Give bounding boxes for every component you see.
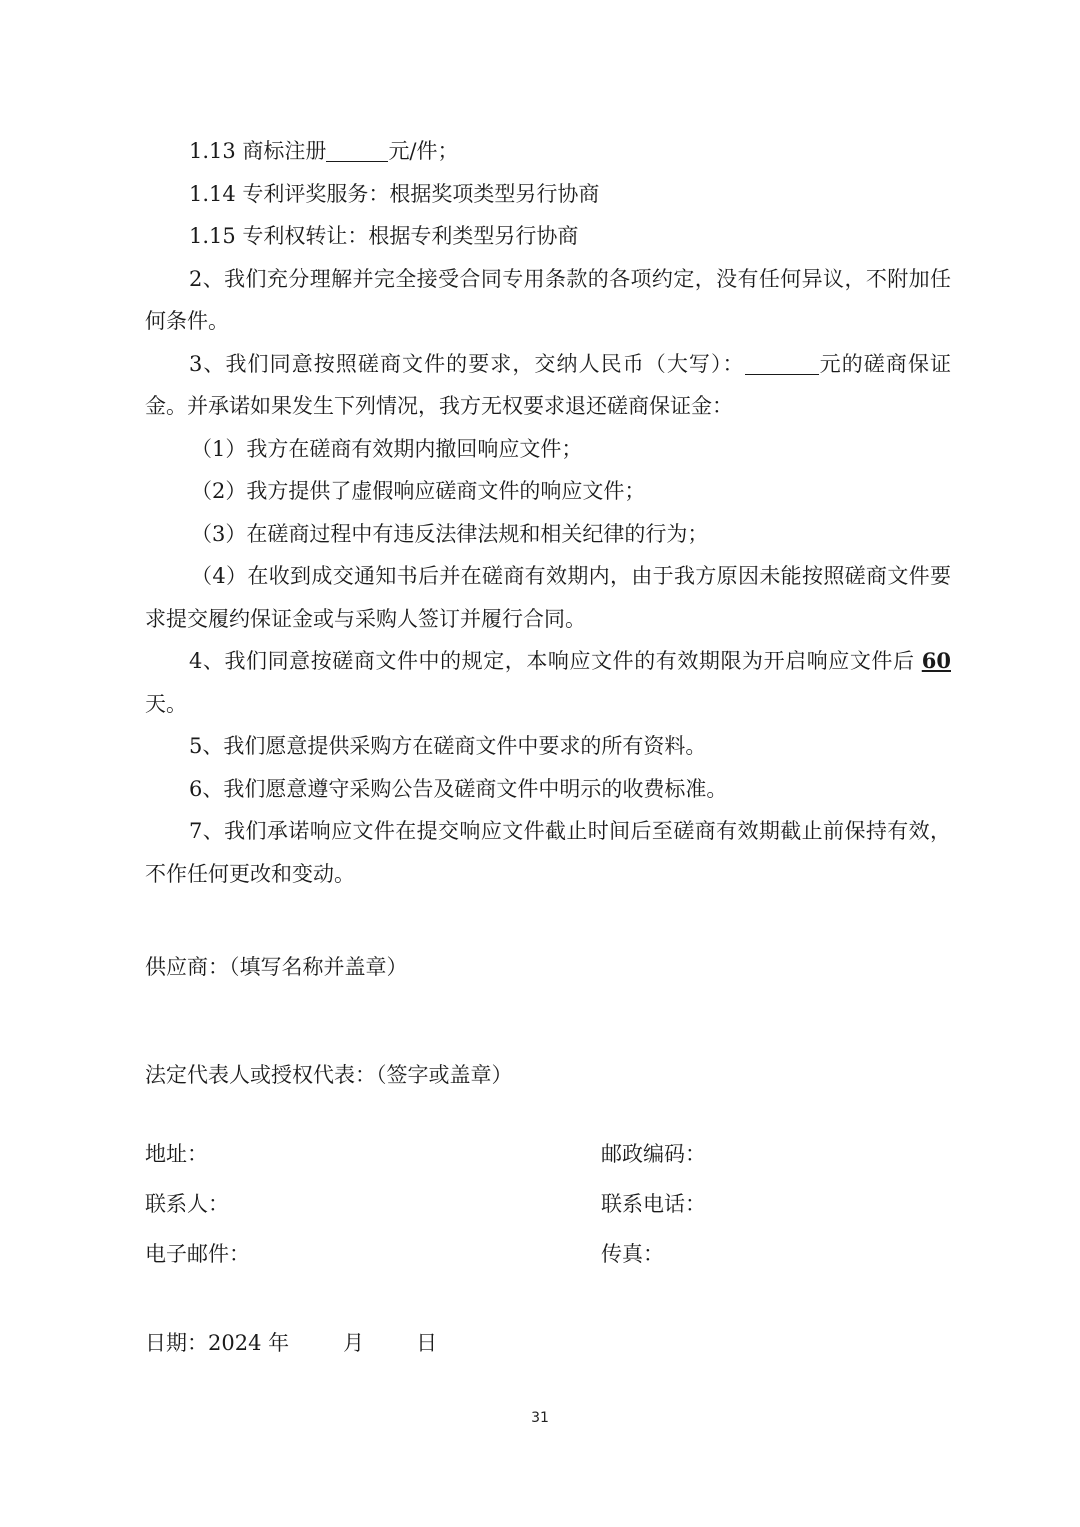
phone-label: 联系电话：	[601, 1192, 706, 1216]
item-1-13-unit: 元/件；	[388, 139, 459, 163]
page-number: 31	[531, 1410, 549, 1426]
clause-3-text: 3、我们同意按照磋商文件的要求，交纳人民币（大写）：	[189, 351, 745, 376]
condition-3: （3）在磋商过程中有违反法律法规和相关纪律的行为；	[191, 521, 709, 546]
postcode-label: 邮政编码：	[601, 1142, 706, 1166]
representative-line: 法定代表人或授权代表：（签字或盖章）	[145, 1063, 513, 1087]
contact-row	[145, 1183, 951, 1233]
clause-3-rest: 元的磋商保证金。并承诺如果发生下列情况，我方无权要求退还磋商保证金：	[145, 351, 952, 418]
clause-3	[145, 343, 951, 428]
condition-1: （1）我方在磋商有效期内撤回响应文件；	[191, 436, 583, 461]
item-1-13-text: 1.13 商标注册	[189, 139, 327, 163]
email-label: 电子邮件：	[145, 1242, 250, 1266]
condition-4: （4）在收到成交通知书后并在磋商有效期内，由于我方原因未能按照磋商文件要求提交履约保证金或与采购人签订并履行合同。	[145, 564, 951, 631]
clause-4	[145, 640, 951, 725]
address-row	[145, 1133, 951, 1183]
date-month: 月	[343, 1331, 365, 1355]
condition-2: （2）我方提供了虚假响应磋商文件的响应文件；	[191, 479, 646, 503]
date-label: 日期：2024 年	[145, 1331, 290, 1355]
clause-6: 6、我们愿意遵守采购公告及磋商文件中明示的收费标准。	[189, 776, 728, 801]
validity-days: 60	[921, 648, 951, 673]
address-label: 地址：	[145, 1142, 208, 1166]
clause-4-unit: 天。	[145, 691, 187, 716]
contact-label: 联系人：	[145, 1192, 229, 1216]
item-1-13	[145, 130, 951, 173]
fee-blank	[326, 135, 388, 162]
deposit-amount-blank	[745, 348, 819, 375]
item-1-14: 1.14 专利评奖服务：根据奖项类型另行协商	[189, 181, 600, 206]
email-row	[145, 1233, 951, 1283]
clause-4-text: 4、我们同意按磋商文件中的规定，本响应文件的有效期限为开启响应文件后	[189, 649, 922, 673]
clause-7: 7、我们承诺响应文件在提交响应文件截止时间后至磋商有效期截止前保持有效，不作任何更改和变动。	[145, 819, 951, 886]
item-1-15: 1.15 专利权转让：根据专利类型另行协商	[189, 224, 579, 248]
date-day: 日	[416, 1331, 438, 1355]
clause-2: 2、我们充分理解并完全接受合同专用条款的各项约定，没有任何异议，不附加任何条件。	[145, 266, 951, 333]
date-line	[145, 1322, 951, 1364]
clause-5: 5、我们愿意提供采购方在磋商文件中要求的所有资料。	[189, 734, 707, 758]
page-body	[145, 130, 951, 895]
fax-label: 传真：	[601, 1242, 664, 1266]
supplier-line: 供应商：（填写名称并盖章）	[145, 955, 408, 979]
contact-block	[145, 1133, 951, 1283]
